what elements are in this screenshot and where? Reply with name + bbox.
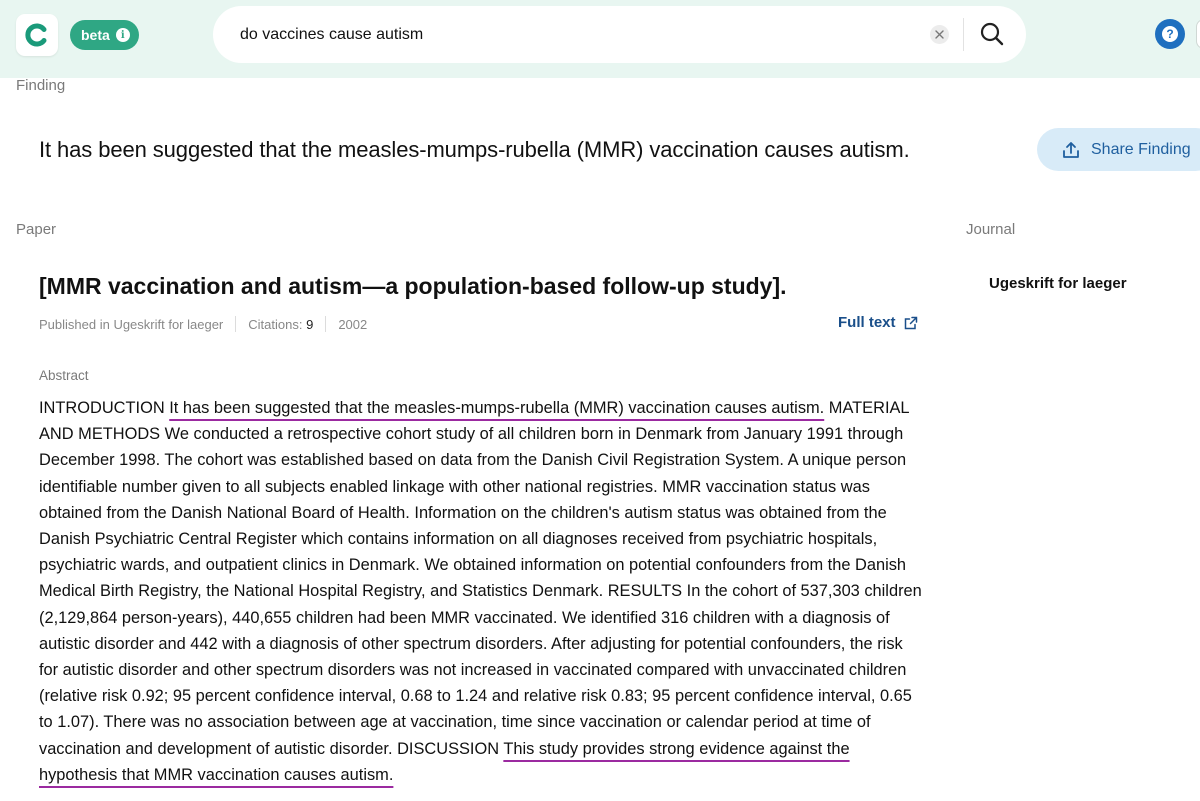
- close-icon: [935, 30, 944, 39]
- abstract-highlight: It has been suggested that the measles-mumps-rubella (MMR) vaccination causes autism.: [169, 399, 825, 417]
- paper-section-label: Paper: [16, 221, 57, 238]
- consensus-logo-icon[interactable]: [16, 14, 58, 56]
- beta-badge[interactable]: [70, 20, 139, 50]
- journal-name[interactable]: Ugeskrift for laeger: [989, 275, 1127, 292]
- top-bar: [0, 0, 1200, 78]
- abstract-segment: MATERIAL AND METHODS We conducted a retrospective cohort study of all children born in Denmark from January 1991 through December 1998. The cohort was established based on data from the Danish Civil Registration System. A unique person identifiable number given to all subjects enabled linkage with other national registries. MMR vaccination status was obtained from the Danish National Board of Health. Information on the children's autism status was obtained from the Danish Psychiatric Central Register which contains information on all diagnoses received from psychiatric hospitals, psychiatric wards, and outpatient clinics in Denmark. We obtained information on potential confounders from the Danish Medical Birth Registry, the National Hospital Registry, and Statistics Denmark. RESULTS In the cohort of 537,303 children (2,129,864 person-years), 440,655 children had been MMR vaccinated. We identified 316 children with a diagnosis of autistic disorder and 442 with a diagnosis of other spectrum disorders. After adjusting for potential confounders, the risk for autistic disorder and other spectrum disorders was not increased in vaccinated compared with unvaccinated children (relative risk 0.92; 95 percent confidence interval, 0.68 to 1.24 and relative risk 0.83; 95 percent confidence interval, 0.65 to 1.07). There was no association between age at vaccination, time since vaccination or calendar period at time of vaccination and development of autistic disorder. DISCUSSION: [39, 399, 922, 758]
- help-icon: ?: [1162, 26, 1178, 42]
- search-icon: [979, 21, 1005, 47]
- paper-meta: [39, 315, 367, 333]
- clear-search-button[interactable]: [930, 25, 949, 44]
- search-button[interactable]: [979, 21, 1005, 47]
- paper-title[interactable]: [MMR vaccination and autism—a population-based follow-up study].: [39, 273, 787, 299]
- meta-divider: [325, 316, 326, 332]
- citations-count: 9: [306, 316, 314, 332]
- share-finding-button[interactable]: [1037, 128, 1200, 171]
- meta-divider: [235, 316, 236, 332]
- external-link-icon: [904, 316, 918, 330]
- abstract-segment: INTRODUCTION: [39, 399, 170, 417]
- help-button[interactable]: [1155, 19, 1185, 49]
- finding-text: It has been suggested that the measles-mumps-rubella (MMR) vaccination causes autism.: [39, 137, 910, 162]
- full-text-link[interactable]: [838, 314, 918, 331]
- search-bar: [213, 6, 1026, 63]
- abstract-label: Abstract: [39, 368, 89, 383]
- beta-label: beta: [81, 27, 110, 43]
- search-divider: [963, 18, 964, 51]
- publication-year: 2002: [338, 316, 368, 332]
- citations: [248, 317, 313, 332]
- abstract-text: [39, 395, 925, 788]
- abstract-highlight: This study provides strong evidence against the hypothesis that MMR vaccination causes autism.: [39, 739, 850, 784]
- full-text-label: Full text: [838, 314, 896, 331]
- published-in: Published in Ugeskrift for laeger: [39, 316, 224, 332]
- info-icon: i: [116, 28, 130, 42]
- citations-label: Citations:: [248, 316, 303, 332]
- upload-share-icon: [1061, 140, 1081, 160]
- finding-section-label: Finding: [16, 77, 66, 94]
- search-input[interactable]: [240, 20, 920, 50]
- journal-section-label: Journal: [966, 221, 1016, 238]
- account-menu-button[interactable]: [1196, 19, 1200, 49]
- share-finding-label: Share Finding: [1091, 140, 1191, 158]
